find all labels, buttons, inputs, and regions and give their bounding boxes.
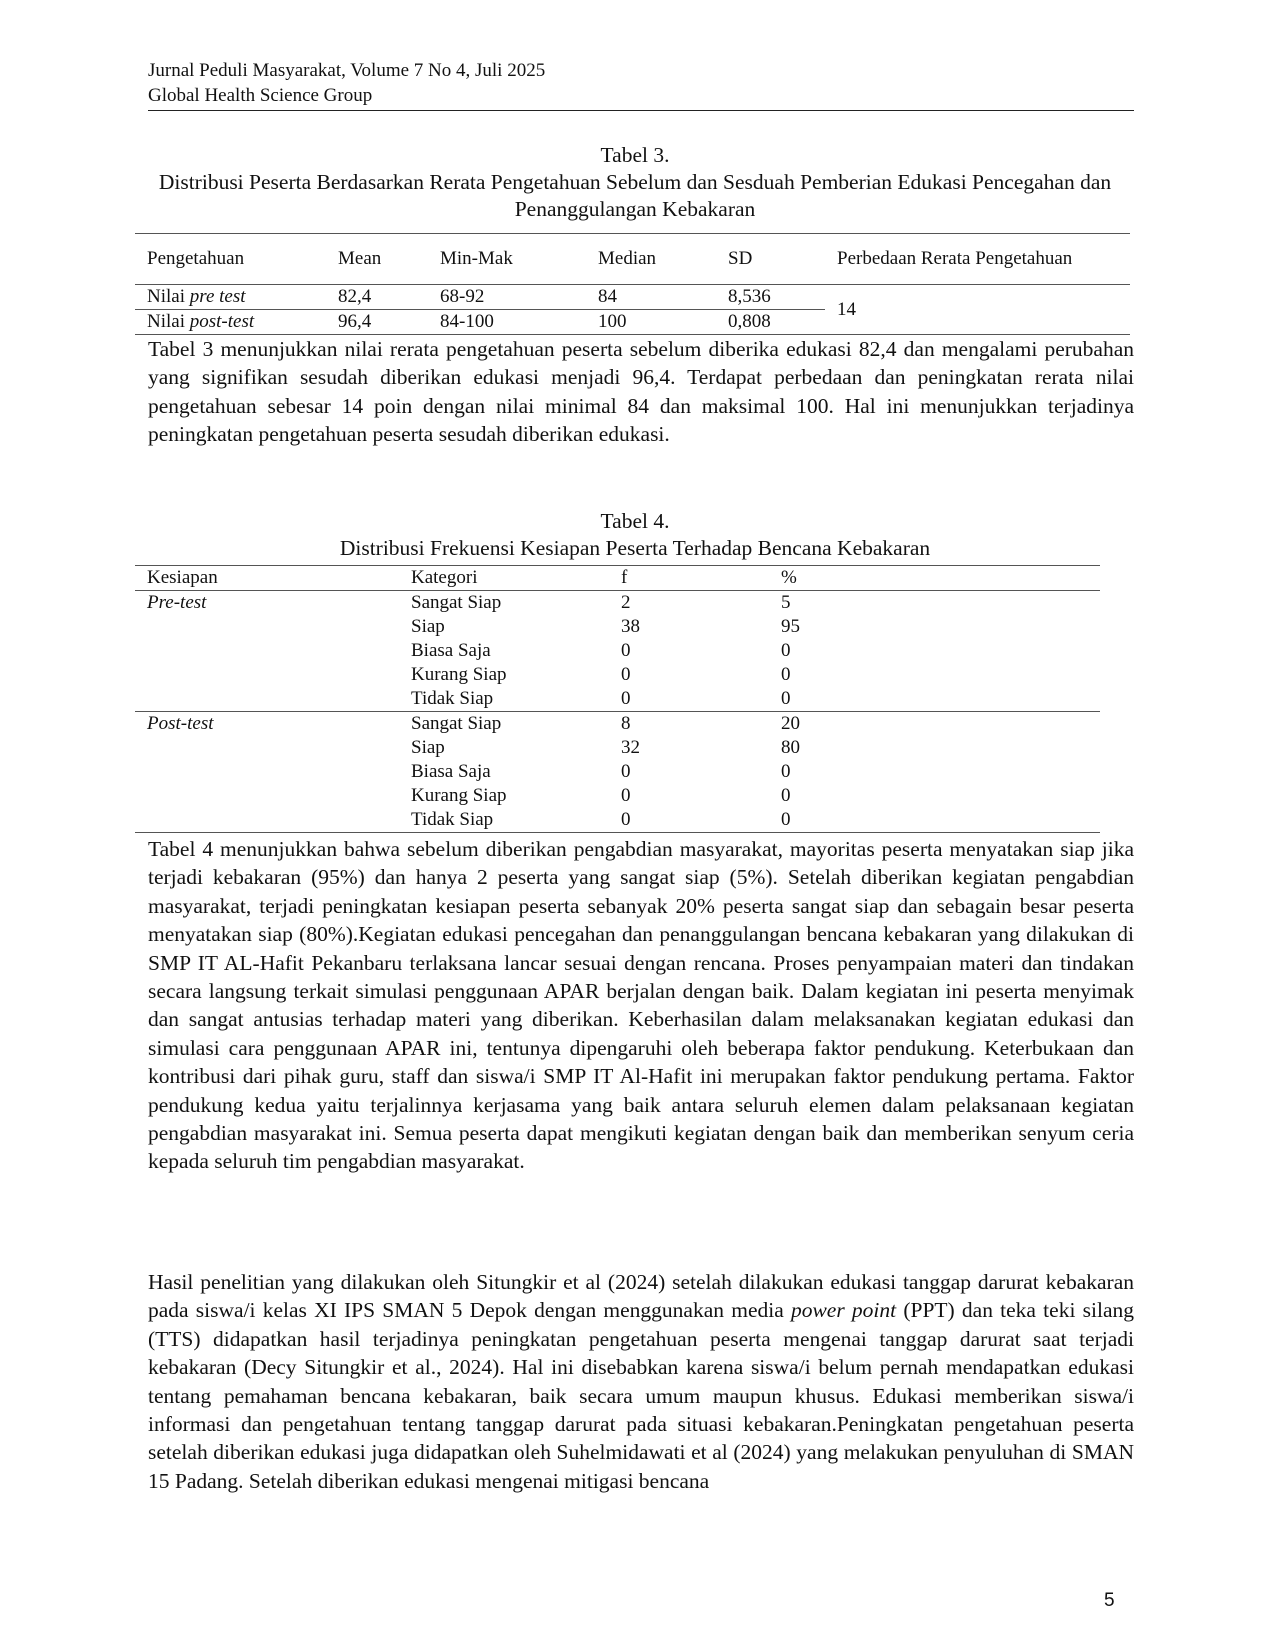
sd-cell: 0,808	[728, 310, 825, 335]
mean-cell: 96,4	[338, 310, 440, 335]
table3-caption	[135, 142, 1135, 223]
table4-header-cell: Kategori	[411, 566, 621, 591]
table3-header-cell: Perbedaan Rerata Pengetahuan	[825, 234, 1130, 285]
table-row	[135, 736, 1100, 760]
pct-cell: 80	[781, 737, 800, 758]
table-row	[135, 663, 1100, 687]
table4-caption	[135, 508, 1135, 562]
paragraph-table3-discussion: Tabel 3 menunjukkan nilai rerata pengetahuan peserta sebelum diberika edukasi 82,4 dan mengalami perubahan yang signifikan sesudah diberikan edukasi menjadi 96,4. Terdapat perbedaan dan peningkatan rerata nilai pengetahuan sebesar 14 poin dengan nilai minimal 84 dan maksimal 100. Hal ini menunjukkan terjadinya peningkatan pengetahuan peserta sesudah diberikan edukasi.	[148, 337, 1134, 447]
row-label: Nilai pre test	[135, 285, 338, 310]
table3-header-cell: SD	[728, 234, 825, 285]
kategori-cell: Biasa Saja	[411, 761, 491, 782]
table4-header-row	[135, 566, 1100, 591]
table3-header-cell: Median	[598, 234, 728, 285]
pct-cell: 0	[781, 785, 791, 806]
group-label: Post-test	[147, 713, 214, 734]
f-cell: 0	[621, 808, 781, 833]
paragraph-table4-discussion: Tabel 4 menunjukkan bahwa sebelum diberikan pengabdian masyarakat, mayoritas peserta menyatakan siap jika terjadi kebakaran (95%) dan hanya 2 peserta yang sangat siap (5%). Setelah diberikan kegiatan pengabdian masyarakat, terjadi peningkatan kesiapan peserta sebanyak 20% peserta sangat siap dan sebagain besar peserta menyatakan siap (80%).Kegiatan edukasi pencegahan dan penanggulangan bencana kebakaran yang dilakukan di SMP IT AL-Hafit Pekanbaru terlaksana lancar sesuai dengan rencana. Proses penyampaian materi dan tindakan secara langsung terkait simulasi penggunaan APAR berjalan dengan baik. Dalam kegiatan ini peserta menyimak dan sangat antusias terhadap materi yang diberikan. Keberhasilan dalam melaksanakan kegiatan edukasi dan simulasi cara penggunaan APAR ini, tentunya dipengaruhi oleh beberapa faktor pendukung. Keterbukaan dan kontribusi dari pihak guru, staff dan siswa/i SMP IT Al-Hafit ini merupakan faktor pendukung pertama. Faktor pendukung kedua yaitu terjalinnya kerjasama yang baik antara seluruh elemen dalam pelaksanaan kegiatan pengabdian masyarakat ini. Semua peserta dapat mengikuti kegiatan dengan baik dan memberikan senyum ceria kepada seluruh tim pengabdian masyarakat.	[148, 837, 1134, 1174]
journal-line: Jurnal Peduli Masyarakat, Volume 7 No 4, Juli 2025	[148, 60, 546, 81]
minmak-cell: 84-100	[440, 310, 598, 335]
pct-cell: 0	[781, 808, 1100, 833]
pct-cell: 20	[781, 713, 800, 734]
publisher-line: Global Health Science Group	[148, 85, 373, 106]
sd-cell: 8,536	[728, 285, 825, 310]
f-cell: 0	[621, 664, 631, 685]
table-row	[135, 591, 1100, 616]
table3-header-cell: Pengetahuan	[135, 234, 338, 285]
table-row	[135, 784, 1100, 808]
table-row	[135, 687, 1100, 712]
difference-cell: 14	[825, 285, 1130, 335]
pct-cell: 0	[781, 761, 791, 782]
table4-number: Tabel 4.	[600, 509, 670, 533]
f-cell: 32	[621, 737, 640, 758]
table4-header-cell: Kesiapan	[135, 566, 411, 591]
table4-header-cell: f	[621, 566, 781, 591]
pct-cell: 95	[781, 616, 800, 637]
kategori-cell: Biasa Saja	[411, 640, 491, 661]
kategori-cell: Sangat Siap	[411, 592, 502, 613]
pct-cell: 0	[781, 687, 1100, 712]
mean-cell: 82,4	[338, 285, 440, 310]
running-header	[148, 58, 1134, 108]
page-number: 5	[1104, 1590, 1115, 1611]
group-label: Pre-test	[147, 592, 207, 613]
f-cell: 0	[621, 687, 781, 712]
kategori-cell: Sangat Siap	[411, 713, 502, 734]
table-row	[135, 808, 1100, 833]
minmak-cell: 68-92	[440, 285, 598, 310]
table4-title: Distribusi Frekuensi Kesiapan Peserta Terhadap Bencana Kebakaran	[339, 536, 931, 560]
table-row	[135, 615, 1100, 639]
f-cell: 0	[621, 761, 631, 782]
kategori-cell: Tidak Siap	[411, 687, 621, 712]
table-row	[135, 760, 1100, 784]
table-row	[135, 639, 1100, 663]
paragraph-related-research: Hasil penelitian yang dilakukan oleh Situngkir et al (2024) setelah dilakukan edukasi tanggap darurat kebakaran pada siswa/i kelas XI IPS SMAN 5 Depok dengan menggunakan media power point (PPT) dan teka teki silang (TTS) didapatkan hasil terjadinya peningkatan pengetahuan peserta mengenai tanggap darurat saat terjadi kebakaran (Decy Situngkir et al., 2024). Hal ini disebabkan karena siswa/i belum pernah mendapatkan edukasi tentang pemahaman bencana kebakaran, baik secara umum maupun khusus. Edukasi memberikan siswa/i informasi dan pengetahuan tentang tanggap darurat pada situasi kebakaran.Peningkatan pengetahuan peserta setelah diberikan edukasi juga didapatkan oleh Suhelmidawati et al (2024) yang melakukan penyuluhan di SMAN 15 Padang. Setelah diberikan edukasi mengenai mitigasi bencana	[148, 1270, 1134, 1493]
f-cell: 2	[621, 592, 631, 613]
table3	[135, 233, 1130, 335]
pct-cell: 5	[781, 592, 791, 613]
table3-header-row	[135, 234, 1130, 285]
kategori-cell: Siap	[411, 616, 445, 637]
table3-header-cell: Min-Mak	[440, 234, 598, 285]
kategori-cell: Siap	[411, 737, 445, 758]
table3-header-cell: Mean	[338, 234, 440, 285]
table4	[135, 565, 1100, 833]
header-rule	[148, 110, 1134, 111]
pct-cell: 0	[781, 664, 791, 685]
table3-number: Tabel 3.	[600, 143, 670, 167]
f-cell: 0	[621, 640, 631, 661]
table4-header-cell: %	[781, 566, 1100, 591]
f-cell: 38	[621, 616, 640, 637]
median-cell: 84	[598, 285, 728, 310]
kategori-cell: Tidak Siap	[411, 808, 621, 833]
table3-title: Distribusi Peserta Berdasarkan Rerata Pengetahuan Sebelum dan Sesduah Pemberian Edukasi Pencegahan dan Penanggulangan Kebakaran	[158, 170, 1112, 221]
f-cell: 0	[621, 785, 631, 806]
table-row	[135, 285, 1130, 310]
kategori-cell: Kurang Siap	[411, 785, 507, 806]
kategori-cell: Kurang Siap	[411, 664, 507, 685]
pct-cell: 0	[781, 640, 791, 661]
median-cell: 100	[598, 310, 728, 335]
row-label: Nilai post-test	[135, 310, 338, 335]
table-row	[135, 712, 1100, 737]
f-cell: 8	[621, 713, 631, 734]
